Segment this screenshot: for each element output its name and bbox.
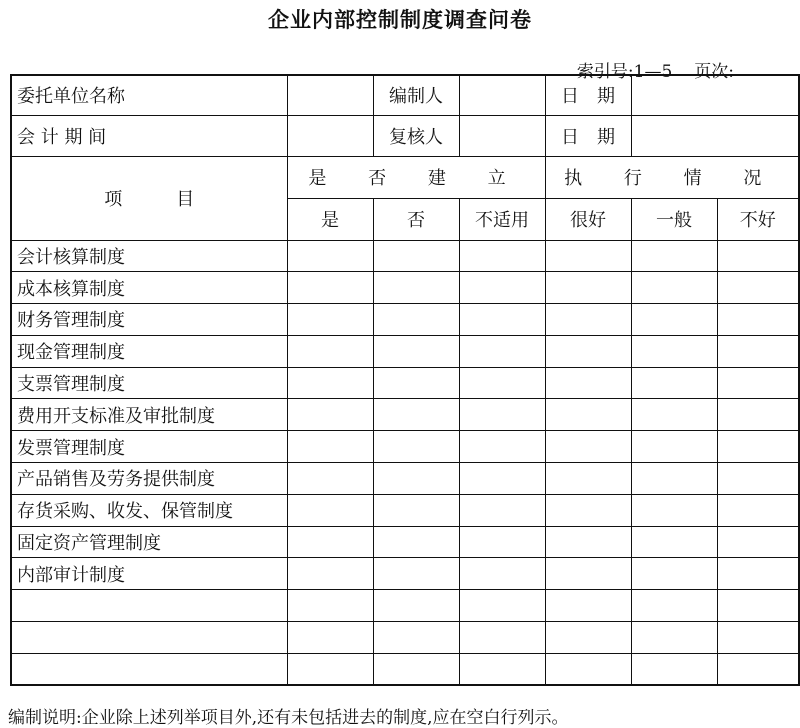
- average-cell[interactable]: [631, 335, 717, 367]
- table-row: [11, 304, 799, 336]
- item-label: 支票管理制度: [11, 367, 287, 399]
- survey-table: [10, 74, 800, 686]
- execution-group-header: 执 行 情 况: [545, 156, 799, 198]
- table-row: [11, 367, 799, 399]
- no-cell[interactable]: [373, 463, 459, 495]
- yes-cell[interactable]: [287, 304, 373, 336]
- very-good-cell[interactable]: [545, 304, 631, 336]
- not-applicable-cell[interactable]: [459, 399, 545, 431]
- poor-cell[interactable]: [717, 272, 799, 304]
- poor-cell[interactable]: [717, 622, 799, 654]
- yes-cell[interactable]: [287, 431, 373, 463]
- very-good-cell[interactable]: [545, 240, 631, 272]
- very-good-cell[interactable]: [545, 653, 631, 685]
- item-label: 费用开支标准及审批制度: [11, 399, 287, 431]
- footnote: 编制说明:企业除上述列举项目外,还有未包括进去的制度,应在空白行列示。: [8, 708, 569, 728]
- date-label: 日 期: [545, 75, 631, 115]
- accounting-period-field[interactable]: [287, 115, 373, 156]
- average-column-header: 一般: [631, 198, 717, 240]
- not-applicable-cell[interactable]: [459, 622, 545, 654]
- no-cell[interactable]: [373, 399, 459, 431]
- header-row-1: [11, 75, 799, 115]
- average-cell[interactable]: [631, 558, 717, 590]
- no-cell[interactable]: [373, 431, 459, 463]
- poor-cell[interactable]: [717, 653, 799, 685]
- poor-column-header: 不好: [717, 198, 799, 240]
- very-good-cell[interactable]: [545, 463, 631, 495]
- item-label: 固定资产管理制度: [11, 526, 287, 558]
- table-row: [11, 335, 799, 367]
- poor-cell[interactable]: [717, 240, 799, 272]
- very-good-cell[interactable]: [545, 526, 631, 558]
- not-applicable-cell[interactable]: [459, 335, 545, 367]
- no-cell[interactable]: [373, 335, 459, 367]
- date-field[interactable]: [631, 75, 799, 115]
- item-label: [11, 590, 287, 622]
- average-cell[interactable]: [631, 463, 717, 495]
- table-row: [11, 463, 799, 495]
- average-cell[interactable]: [631, 240, 717, 272]
- yes-cell[interactable]: [287, 463, 373, 495]
- header-row-2: [11, 115, 799, 156]
- very-good-cell[interactable]: [545, 367, 631, 399]
- no-cell[interactable]: [373, 622, 459, 654]
- average-cell[interactable]: [631, 590, 717, 622]
- poor-cell[interactable]: [717, 399, 799, 431]
- table-row: [11, 526, 799, 558]
- no-cell[interactable]: [373, 653, 459, 685]
- poor-cell[interactable]: [717, 463, 799, 495]
- average-cell[interactable]: [631, 653, 717, 685]
- table-row: [11, 622, 799, 654]
- yes-cell[interactable]: [287, 272, 373, 304]
- not-applicable-cell[interactable]: [459, 590, 545, 622]
- poor-cell[interactable]: [717, 558, 799, 590]
- not-applicable-cell[interactable]: [459, 367, 545, 399]
- form-title: 企业内部控制制度调查问卷: [268, 8, 532, 32]
- item-label: 存货采购、收发、保管制度: [11, 494, 287, 526]
- poor-cell[interactable]: [717, 367, 799, 399]
- not-applicable-cell[interactable]: [459, 431, 545, 463]
- yes-cell[interactable]: [287, 335, 373, 367]
- table-row: [11, 494, 799, 526]
- not-applicable-cell[interactable]: [459, 558, 545, 590]
- accounting-period-label: 会 计 期 间: [11, 115, 287, 156]
- very-good-cell[interactable]: [545, 590, 631, 622]
- entrusting-unit-label: 委托单位名称: [11, 75, 287, 115]
- table-row: [11, 399, 799, 431]
- not-applicable-column-header: 不适用: [459, 198, 545, 240]
- very-good-cell[interactable]: [545, 622, 631, 654]
- reviewer-label: 复核人: [373, 115, 459, 156]
- reviewer-field[interactable]: [459, 115, 545, 156]
- yes-cell[interactable]: [287, 240, 373, 272]
- item-label: 财务管理制度: [11, 304, 287, 336]
- no-column-header: 否: [373, 198, 459, 240]
- no-cell[interactable]: [373, 526, 459, 558]
- yes-cell[interactable]: [287, 558, 373, 590]
- not-applicable-cell[interactable]: [459, 272, 545, 304]
- yes-cell[interactable]: [287, 367, 373, 399]
- average-cell[interactable]: [631, 304, 717, 336]
- very-good-cell[interactable]: [545, 335, 631, 367]
- table-row: [11, 272, 799, 304]
- not-applicable-cell[interactable]: [459, 494, 545, 526]
- not-applicable-cell[interactable]: [459, 526, 545, 558]
- no-cell[interactable]: [373, 494, 459, 526]
- poor-cell[interactable]: [717, 304, 799, 336]
- poor-cell[interactable]: [717, 526, 799, 558]
- average-cell[interactable]: [631, 399, 717, 431]
- preparer-label: 编制人: [373, 75, 459, 115]
- item-label: 内部审计制度: [11, 558, 287, 590]
- no-cell[interactable]: [373, 272, 459, 304]
- average-cell[interactable]: [631, 272, 717, 304]
- review-date-label: 日 期: [545, 115, 631, 156]
- table-row: [11, 558, 799, 590]
- table-row: [11, 653, 799, 685]
- item-label: 会计核算制度: [11, 240, 287, 272]
- yes-cell[interactable]: [287, 653, 373, 685]
- entrusting-unit-field[interactable]: [287, 75, 373, 115]
- not-applicable-cell[interactable]: [459, 463, 545, 495]
- item-label: [11, 622, 287, 654]
- poor-cell[interactable]: [717, 494, 799, 526]
- preparer-field[interactable]: [459, 75, 545, 115]
- yes-cell[interactable]: [287, 494, 373, 526]
- very-good-cell[interactable]: [545, 399, 631, 431]
- average-cell[interactable]: [631, 367, 717, 399]
- not-applicable-cell[interactable]: [459, 304, 545, 336]
- not-applicable-cell[interactable]: [459, 653, 545, 685]
- average-cell[interactable]: [631, 622, 717, 654]
- poor-cell[interactable]: [717, 335, 799, 367]
- page-number-label: 页次:: [694, 62, 734, 82]
- item-label: 现金管理制度: [11, 335, 287, 367]
- table-row: [11, 240, 799, 272]
- poor-cell[interactable]: [717, 590, 799, 622]
- item-label: 发票管理制度: [11, 431, 287, 463]
- yes-cell[interactable]: [287, 399, 373, 431]
- item-label: 成本核算制度: [11, 272, 287, 304]
- index-number: 索引号:1—5: [576, 62, 673, 82]
- average-cell[interactable]: [631, 431, 717, 463]
- no-cell[interactable]: [373, 590, 459, 622]
- very-good-cell[interactable]: [545, 272, 631, 304]
- established-group-header: 是 否 建 立: [287, 156, 545, 198]
- no-cell[interactable]: [373, 304, 459, 336]
- review-date-field[interactable]: [631, 115, 799, 156]
- table-row: [11, 431, 799, 463]
- average-cell[interactable]: [631, 494, 717, 526]
- column-group-row: [11, 156, 799, 198]
- table-row: [11, 590, 799, 622]
- average-cell[interactable]: [631, 526, 717, 558]
- no-cell[interactable]: [373, 367, 459, 399]
- no-cell[interactable]: [373, 240, 459, 272]
- not-applicable-cell[interactable]: [459, 240, 545, 272]
- very-good-cell[interactable]: [545, 494, 631, 526]
- very-good-cell[interactable]: [545, 558, 631, 590]
- very-good-cell[interactable]: [545, 431, 631, 463]
- very-good-column-header: 很好: [545, 198, 631, 240]
- item-label: 产品销售及劳务提供制度: [11, 463, 287, 495]
- item-label: [11, 653, 287, 685]
- poor-cell[interactable]: [717, 431, 799, 463]
- item-rows: [11, 240, 799, 685]
- yes-cell[interactable]: [287, 526, 373, 558]
- yes-cell[interactable]: [287, 590, 373, 622]
- yes-cell[interactable]: [287, 622, 373, 654]
- item-column-header: 项 目: [11, 156, 287, 240]
- yes-column-header: 是: [287, 198, 373, 240]
- no-cell[interactable]: [373, 558, 459, 590]
